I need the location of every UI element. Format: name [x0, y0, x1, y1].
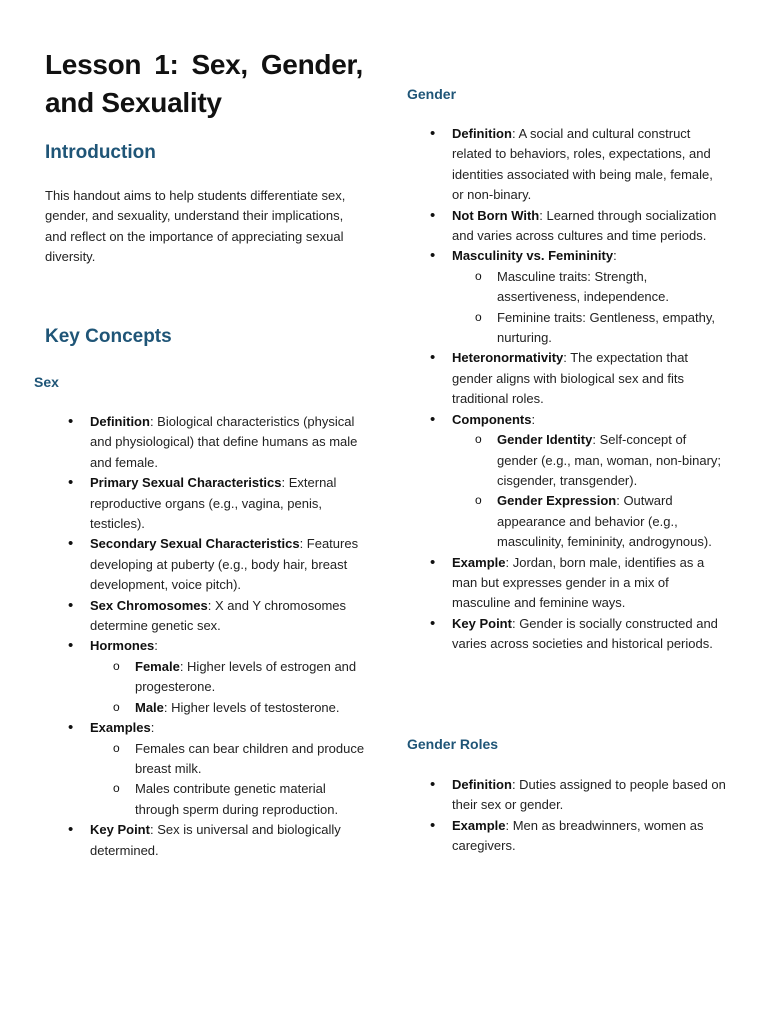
gender-roles-list — [452, 775, 727, 857]
list-item: • Secondary Sexual Characteristics: Features developing at puberty (e.g., body hair, breast development, voice pitch). — [90, 534, 365, 595]
sub-list-item: o Masculine traits: Strength, assertiveness, independence. — [497, 267, 727, 308]
list-item: • Primary Sexual Characteristics: External reproductive organs (e.g., vagina, penis, testicles). — [90, 473, 365, 534]
sub-list-item: o Females can bear children and produce breast milk. — [135, 739, 365, 780]
introduction-heading: Introduction — [45, 142, 156, 163]
sub-list — [452, 430, 727, 552]
list-item: • Key Point: Sex is universal and biologically determined. — [90, 820, 365, 861]
sub-list — [452, 267, 727, 349]
sex-list — [90, 412, 365, 861]
list-item: • Examples: o Females can bear children and produce breast milk. o Males contribute genetic material through sperm during reproduction. — [90, 718, 365, 820]
page-title: Lesson 1: Sex, Gender, and Sexuality — [45, 49, 363, 118]
list-item: • Masculinity vs. Femininity: o Masculine traits: Strength, assertiveness, independence. o Feminine traits: Gentleness, empathy, nurturing. — [452, 246, 727, 348]
gender-roles-heading: Gender Roles — [407, 736, 499, 752]
list-item: • Example: Men as breadwinners, women as caregivers. — [452, 816, 727, 857]
key-concepts-heading: Key Concepts — [45, 326, 172, 347]
sub-list-item: o Feminine traits: Gentleness, empathy, nurturing. — [497, 308, 727, 349]
sub-list-item: o Gender Expression: Outward appearance and behavior (e.g., masculinity, femininity, androgynous). — [497, 491, 727, 552]
list-item: • Sex Chromosomes: X and Y chromosomes determine genetic sex. — [90, 596, 365, 637]
list-item: • Definition: Biological characteristics (physical and physiological) that define humans as male and female. — [90, 412, 365, 473]
list-item: • Definition: Duties assigned to people based on their sex or gender. — [452, 775, 727, 816]
sub-list — [90, 739, 365, 821]
sub-list-item: o Gender Identity: Self-concept of gender (e.g., man, woman, non-binary; cisgender, transgender). — [497, 430, 727, 491]
introduction-text: This handout aims to help students differentiate sex, gender, and sexuality, understand their implications, and reflect on the importance of appreciating sexual diversity. — [45, 188, 346, 265]
sub-list — [90, 657, 365, 718]
list-item: • Key Point: Gender is socially constructed and varies across societies and historical periods. — [452, 614, 727, 655]
sub-list-item: o Males contribute genetic material through sperm during reproduction. — [135, 779, 365, 820]
gender-list — [452, 124, 727, 655]
list-item: • Example: Jordan, born male, identifies as a man but expresses gender in a mix of masculine and feminine ways. — [452, 553, 727, 614]
list-item: • Components: o Gender Identity: Self-concept of gender (e.g., man, woman, non-binary; cisgender, transgender). o Gender Expression: Outward appearance and behavior (e.g., masculinity, femininity, androgynous). — [452, 410, 727, 553]
list-item: • Heteronormativity: The expectation that gender aligns with biological sex and fits traditional roles. — [452, 348, 727, 409]
sub-list-item: o Female: Higher levels of estrogen and progesterone. — [135, 657, 365, 698]
sex-heading: Sex — [34, 374, 59, 390]
gender-heading: Gender — [407, 86, 457, 102]
list-item: • Not Born With: Learned through socialization and varies across cultures and time periods. — [452, 206, 727, 247]
sub-list-item: o Male: Higher levels of testosterone. — [135, 698, 365, 718]
list-item: • Definition: A social and cultural construct related to behaviors, roles, expectations, and identities associated with being male, female, or non-binary. — [452, 124, 727, 206]
list-item: • Hormones: o Female: Higher levels of estrogen and progesterone. o Male: Higher levels of testosterone. — [90, 636, 365, 718]
